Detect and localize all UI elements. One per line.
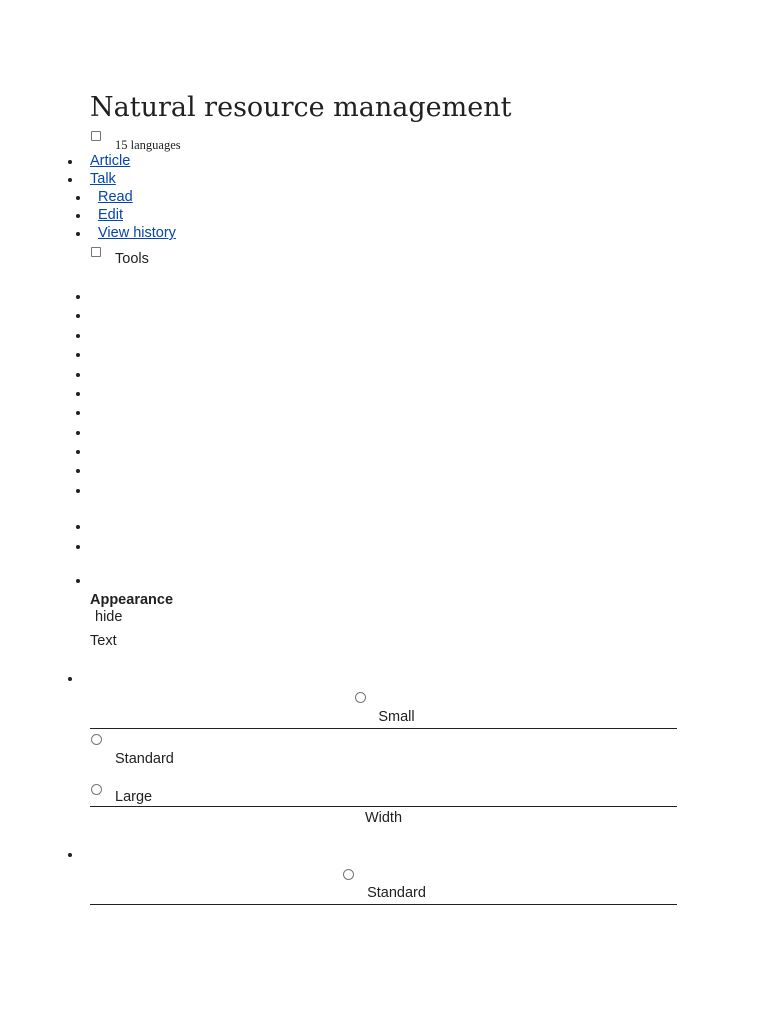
- text-size-label: Text: [90, 633, 117, 649]
- tab-read[interactable]: Read: [98, 189, 133, 205]
- tool-list-bullet: [76, 525, 80, 529]
- text-size-large-radio[interactable]: [91, 784, 102, 795]
- page-title: Natural resource management: [90, 92, 512, 123]
- width-standard-label[interactable]: Standard: [367, 885, 426, 901]
- text-size-small-label[interactable]: Small: [378, 709, 415, 725]
- tools-checkbox[interactable]: [91, 247, 101, 257]
- tool-list-bullet: [76, 334, 80, 338]
- tool-list-bullet: [76, 314, 80, 318]
- tool-list-bullet: [76, 489, 80, 493]
- languages-checkbox[interactable]: [91, 131, 101, 141]
- divider: [90, 806, 677, 807]
- divider: [90, 904, 677, 905]
- tool-list-bullet: [76, 450, 80, 454]
- tab-talk[interactable]: Talk: [90, 171, 116, 187]
- appearance-heading: Appearance: [90, 592, 174, 608]
- tools-label[interactable]: Tools: [115, 251, 149, 267]
- text-size-standard-radio[interactable]: [91, 734, 102, 745]
- tool-list-bullet: [76, 353, 80, 357]
- width-standard-radio[interactable]: [343, 869, 354, 880]
- list-bullet: [76, 232, 80, 236]
- languages-label[interactable]: 15 languages: [115, 138, 181, 152]
- width-label: Width: [364, 810, 403, 826]
- divider: [90, 728, 677, 729]
- tool-list-bullet: [76, 469, 80, 473]
- tool-list-bullet: [76, 392, 80, 396]
- tab-edit[interactable]: Edit: [98, 207, 123, 223]
- list-bullet: [76, 196, 80, 200]
- list-bullet: [76, 214, 80, 218]
- text-size-bullet: [68, 677, 72, 681]
- tool-list-bullet: [76, 431, 80, 435]
- tool-list-bullet: [76, 373, 80, 377]
- appearance-hide-button[interactable]: hide: [95, 609, 123, 625]
- text-size-large-label[interactable]: Large: [115, 789, 153, 805]
- appearance-list-bullet: [76, 579, 80, 583]
- tool-list-bullet: [76, 295, 80, 299]
- list-bullet: [68, 160, 72, 164]
- tab-article[interactable]: Article: [90, 153, 131, 169]
- tool-list-bullet: [76, 545, 80, 549]
- tool-list-bullet: [76, 411, 80, 415]
- text-size-standard-label[interactable]: Standard: [115, 751, 174, 767]
- text-size-small-radio[interactable]: [355, 692, 366, 703]
- width-bullet: [68, 853, 72, 857]
- list-bullet: [68, 178, 72, 182]
- tab-view-history[interactable]: View history: [98, 225, 176, 241]
